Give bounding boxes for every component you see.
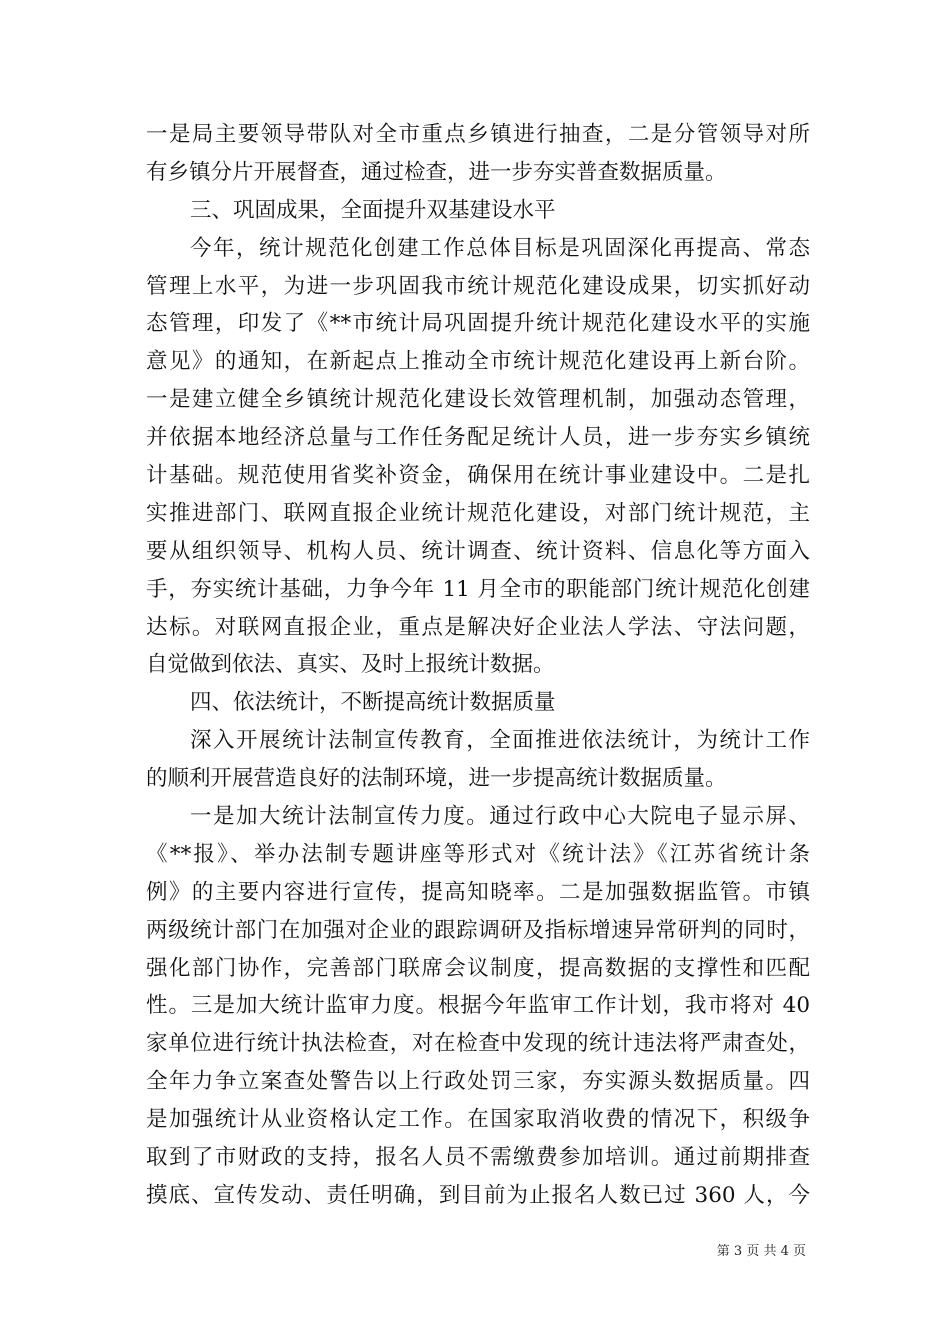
section-heading-4: 四、依法统计，不断提高统计数据质量 xyxy=(190,690,556,716)
text-line-10: 计基础。规范使用省奖补资金，确保用在统计事业建设中。二是扎 xyxy=(146,463,810,489)
text-line-2: 有乡镇分片开展督查，通过检查，进一步夯实普查数据质量。 xyxy=(146,159,727,185)
text-line-26: 全年力争立案查处警告以上行政处罚三家，夯实源头数据质量。四 xyxy=(146,1069,810,1095)
page-footer: 第 3 页 共 4 页 xyxy=(716,1244,806,1259)
text-line-4: 今年，统计规范化创建工作总体目标是巩固深化再提高、常态 xyxy=(190,235,810,261)
text-line-28: 取到了市财政的支持，报名人员不需缴费参加培训。通过前期排查 xyxy=(146,1145,810,1171)
text-line-17: 深入开展统计法制宣传教育，全面推进依法统计，为统计工作 xyxy=(190,728,810,754)
text-line-12: 要从组织领导、机构人员、统计调查、统计资料、信息化等方面入 xyxy=(146,538,810,564)
text-line-11: 实推进部门、联网直报企业统计规范化建设，对部门统计规范，主 xyxy=(146,500,810,526)
text-line-6: 态管理，印发了《**市统计局巩固提升统计规范化建设水平的实施 xyxy=(146,311,810,337)
text-line-29: 摸底、宣传发动、责任明确，到目前为止报名人数已过 360 人，今 xyxy=(146,1182,810,1208)
text-line-13: 手，夯实统计基础，力争今年 11 月全市的职能部门统计规范化创建 xyxy=(146,576,810,602)
text-line-9: 并依据本地经济总量与工作任务配足统计人员，进一步夯实乡镇统 xyxy=(146,425,810,451)
body-text xyxy=(146,116,810,1215)
text-line-1: 一是局主要领导带队对全市重点乡镇进行抽查，二是分管领导对所 xyxy=(146,122,810,147)
text-line-15: 自觉做到依法、真实、及时上报统计数据。 xyxy=(146,652,555,678)
text-line-7: 意见》的通知，在新起点上推动全市统计规范化建设再上新台阶。 xyxy=(146,349,810,375)
text-line-14: 达标。对联网直报企业，重点是解决好企业法人学法、守法问题， xyxy=(146,614,810,640)
text-line-8: 一是建立健全乡镇统计规范化建设长效管理机制，加强动态管理， xyxy=(146,387,810,413)
text-line-27: 是加强统计从业资格认定工作。在国家取消收费的情况下，积级争 xyxy=(146,1107,810,1133)
text-line-5: 管理上水平，为进一步巩固我市统计规范化建设成果，切实抓好动 xyxy=(146,273,810,299)
text-line-22: 两级统计部门在加强对企业的跟踪调研及指标增速异常研判的同时， xyxy=(146,917,810,943)
text-line-24: 性。三是加大统计监审力度。根据今年监审工作计划，我市将对 40 xyxy=(146,993,810,1019)
text-line-23: 强化部门协作，完善部门联席会议制度，提高数据的支撑性和匹配 xyxy=(146,955,810,981)
text-line-18: 的顺利开展营造良好的法制环境，进一步提高统计数据质量。 xyxy=(146,766,727,792)
section-heading-3: 三、巩固成果，全面提升双基建设水平 xyxy=(190,197,556,223)
text-line-25: 家单位进行统计执法检查，对在检查中发现的统计违法将严肃查处， xyxy=(146,1031,810,1057)
text-line-21: 例》的主要内容进行宣传，提高知晓率。二是加强数据监管。市镇 xyxy=(146,879,810,905)
text-line-20: 《**报》、举办法制专题讲座等形式对《统计法》《江苏省统计条 xyxy=(146,841,810,867)
text-line-19: 一是加大统计法制宣传力度。通过行政中心大院电子显示屏、 xyxy=(190,804,810,830)
